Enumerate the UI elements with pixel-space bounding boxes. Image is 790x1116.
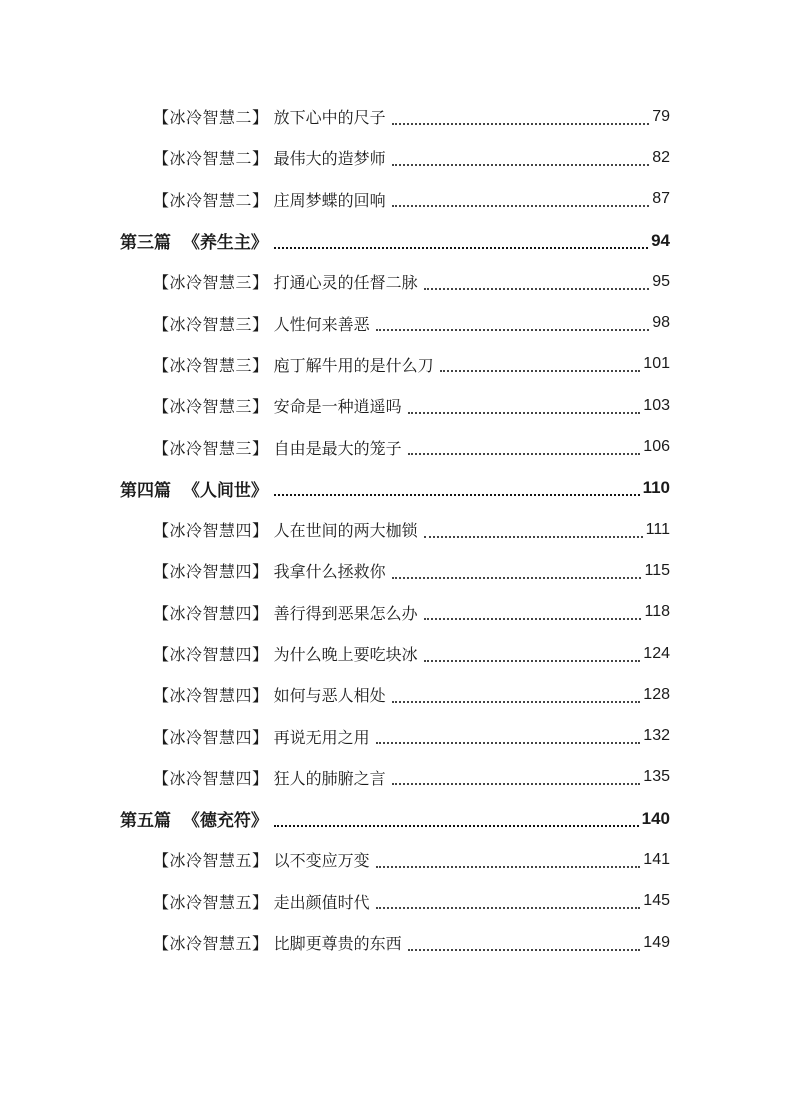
toc-entry-text: 放下心中的尺子 — [273, 108, 386, 128]
toc-entry-text: 走出颜值时代 — [273, 892, 370, 912]
toc-chapter-text: 《德充符》 — [182, 811, 268, 832]
toc-entry-text: 善行得到恶果怎么办 — [273, 603, 418, 623]
toc-entry-prefix: 【冰冷智慧三】 — [153, 273, 269, 293]
toc-chapter-entry[interactable] — [0, 798, 670, 839]
toc-entry-title — [153, 188, 386, 211]
toc-entry-title — [153, 848, 370, 871]
dot-leader — [274, 825, 639, 827]
toc-entry-prefix: 【冰冷智慧二】 — [153, 149, 269, 169]
toc-page-number: 94 — [651, 230, 670, 250]
toc-entry-title — [153, 725, 370, 748]
dot-leader — [424, 660, 641, 662]
dot-leader — [392, 123, 650, 125]
toc-chapter-title — [120, 228, 268, 253]
toc-entry-text: 再说无用之用 — [273, 727, 370, 747]
toc-page-number: 110 — [642, 478, 670, 498]
toc-entry-title — [153, 518, 418, 541]
toc-entry-prefix: 【冰冷智慧四】 — [153, 768, 269, 788]
toc-entry-text: 打通心灵的任督二脉 — [273, 273, 418, 293]
toc-entry-text: 人性何来善恶 — [273, 314, 370, 334]
toc-entry-text: 庄周梦蝶的回响 — [273, 190, 386, 210]
toc-entry-prefix: 【冰冷智慧四】 — [153, 521, 269, 541]
toc-entry-prefix: 【冰冷智慧三】 — [153, 438, 269, 458]
toc-page-number: 118 — [644, 603, 670, 621]
toc-entry-prefix: 【冰冷智慧三】 — [153, 355, 269, 375]
table-of-contents — [0, 96, 790, 963]
toc-entry[interactable] — [0, 633, 670, 674]
toc-entry-text: 人在世间的两大枷锁 — [273, 521, 418, 541]
toc-entry-prefix: 【冰冷智慧四】 — [153, 603, 269, 623]
dot-leader — [376, 742, 641, 744]
toc-page-number: 141 — [643, 850, 670, 868]
toc-entry[interactable] — [0, 179, 670, 220]
toc-entry-title — [153, 312, 370, 335]
toc-page-number: 82 — [652, 148, 670, 166]
toc-entry[interactable] — [0, 261, 670, 302]
toc-chapter-title — [120, 806, 268, 831]
toc-entry-prefix: 【冰冷智慧四】 — [153, 686, 269, 706]
toc-page-number: 101 — [643, 355, 670, 373]
toc-entry-title — [153, 601, 418, 624]
toc-page-number: 111 — [645, 520, 670, 538]
toc-page-number: 149 — [643, 933, 670, 951]
toc-entry-text: 我拿什么拯救你 — [273, 562, 386, 582]
toc-page-number: 79 — [652, 107, 670, 125]
toc-entry-title — [153, 559, 386, 582]
toc-chapter-title — [120, 476, 268, 501]
toc-entry-prefix: 【冰冷智慧五】 — [153, 851, 269, 871]
dot-leader — [392, 701, 641, 703]
toc-page-number: 103 — [643, 396, 670, 414]
toc-page-number: 135 — [643, 768, 670, 786]
toc-chapter-prefix: 第五篇 — [120, 811, 171, 832]
dot-leader — [376, 907, 641, 909]
toc-entry-title — [153, 146, 386, 169]
toc-page-number: 98 — [652, 314, 670, 332]
toc-page-number: 106 — [643, 438, 670, 456]
toc-page-number: 132 — [643, 727, 670, 745]
toc-entry-title — [153, 105, 386, 128]
toc-entry[interactable] — [0, 302, 670, 343]
toc-entry[interactable] — [0, 922, 670, 963]
toc-entry-text: 庖丁解牛用的是什么刀 — [273, 355, 434, 375]
toc-entry-prefix: 【冰冷智慧三】 — [153, 314, 269, 334]
toc-page-number: 124 — [643, 644, 670, 662]
toc-entry-text: 安命是一种逍遥吗 — [273, 397, 402, 417]
toc-entry-text: 比脚更尊贵的东西 — [273, 934, 402, 954]
toc-page-number: 115 — [644, 561, 670, 579]
toc-entry[interactable] — [0, 385, 670, 426]
toc-entry-text: 为什么晚上要吃块冰 — [273, 645, 418, 664]
toc-entry-title — [153, 270, 418, 293]
toc-entry-title — [153, 890, 370, 913]
toc-page-number: 145 — [643, 892, 670, 910]
dot-leader — [408, 453, 641, 455]
toc-entry-prefix: 【冰冷智慧二】 — [153, 108, 269, 128]
toc-page-number: 95 — [652, 272, 670, 290]
dot-leader — [392, 577, 642, 579]
toc-entry-title — [153, 931, 402, 954]
toc-entry-title — [153, 766, 386, 789]
toc-entry-title — [153, 683, 386, 706]
toc-page-number: 87 — [652, 190, 670, 208]
toc-entry-title — [153, 436, 402, 459]
toc-entry-text: 狂人的肺腑之言 — [273, 768, 386, 788]
toc-entry-title — [153, 394, 402, 417]
toc-entry-title — [153, 642, 418, 665]
toc-chapter-entry[interactable] — [0, 468, 670, 509]
toc-entry-prefix: 【冰冷智慧五】 — [153, 934, 269, 954]
dot-leader — [408, 412, 641, 414]
toc-entry[interactable] — [0, 592, 670, 633]
toc-chapter-entry[interactable] — [0, 220, 670, 261]
toc-entry[interactable] — [0, 137, 670, 178]
dot-leader — [376, 866, 641, 868]
toc-entry[interactable] — [0, 344, 670, 385]
toc-chapter-text: 《养生主》 — [182, 233, 268, 254]
dot-leader — [424, 536, 643, 538]
toc-chapter-prefix: 第三篇 — [120, 233, 171, 254]
dot-leader — [274, 247, 648, 249]
dot-leader — [392, 164, 650, 166]
toc-entry-text: 如何与恶人相处 — [273, 686, 386, 706]
toc-entry[interactable] — [0, 550, 670, 591]
dot-leader — [408, 949, 641, 951]
toc-entry-prefix: 【冰冷智慧四】 — [153, 645, 269, 664]
toc-entry[interactable] — [0, 509, 670, 550]
toc-entry[interactable] — [0, 715, 670, 756]
toc-chapter-text: 《人间世》 — [182, 480, 268, 501]
toc-chapter-prefix: 第四篇 — [120, 480, 171, 501]
dot-leader — [274, 494, 640, 496]
toc-entry[interactable] — [0, 839, 670, 880]
toc-entry-text: 以不变应万变 — [273, 851, 370, 871]
toc-entry-prefix: 【冰冷智慧二】 — [153, 190, 269, 210]
toc-entry-prefix: 【冰冷智慧四】 — [153, 562, 269, 582]
toc-entry-title — [153, 353, 434, 376]
toc-entry-prefix: 【冰冷智慧四】 — [153, 727, 269, 747]
toc-page-number: 128 — [643, 685, 670, 703]
dot-leader — [392, 783, 641, 785]
dot-leader — [440, 370, 641, 372]
toc-entry-prefix: 【冰冷智慧三】 — [153, 397, 269, 417]
toc-entry[interactable] — [0, 674, 670, 715]
toc-entry[interactable] — [0, 757, 670, 798]
dot-leader — [392, 205, 650, 207]
toc-entry-text: 自由是最大的笼子 — [273, 438, 402, 458]
toc-entry[interactable] — [0, 881, 670, 922]
toc-page-number: 140 — [641, 808, 670, 828]
toc-entry[interactable] — [0, 426, 670, 467]
dot-leader — [424, 618, 642, 620]
toc-entry-text: 最伟大的造梦师 — [273, 149, 386, 169]
toc-entry-prefix: 【冰冷智慧五】 — [153, 892, 269, 912]
dot-leader — [376, 329, 650, 331]
dot-leader — [424, 288, 650, 290]
toc-entry[interactable] — [0, 96, 670, 137]
